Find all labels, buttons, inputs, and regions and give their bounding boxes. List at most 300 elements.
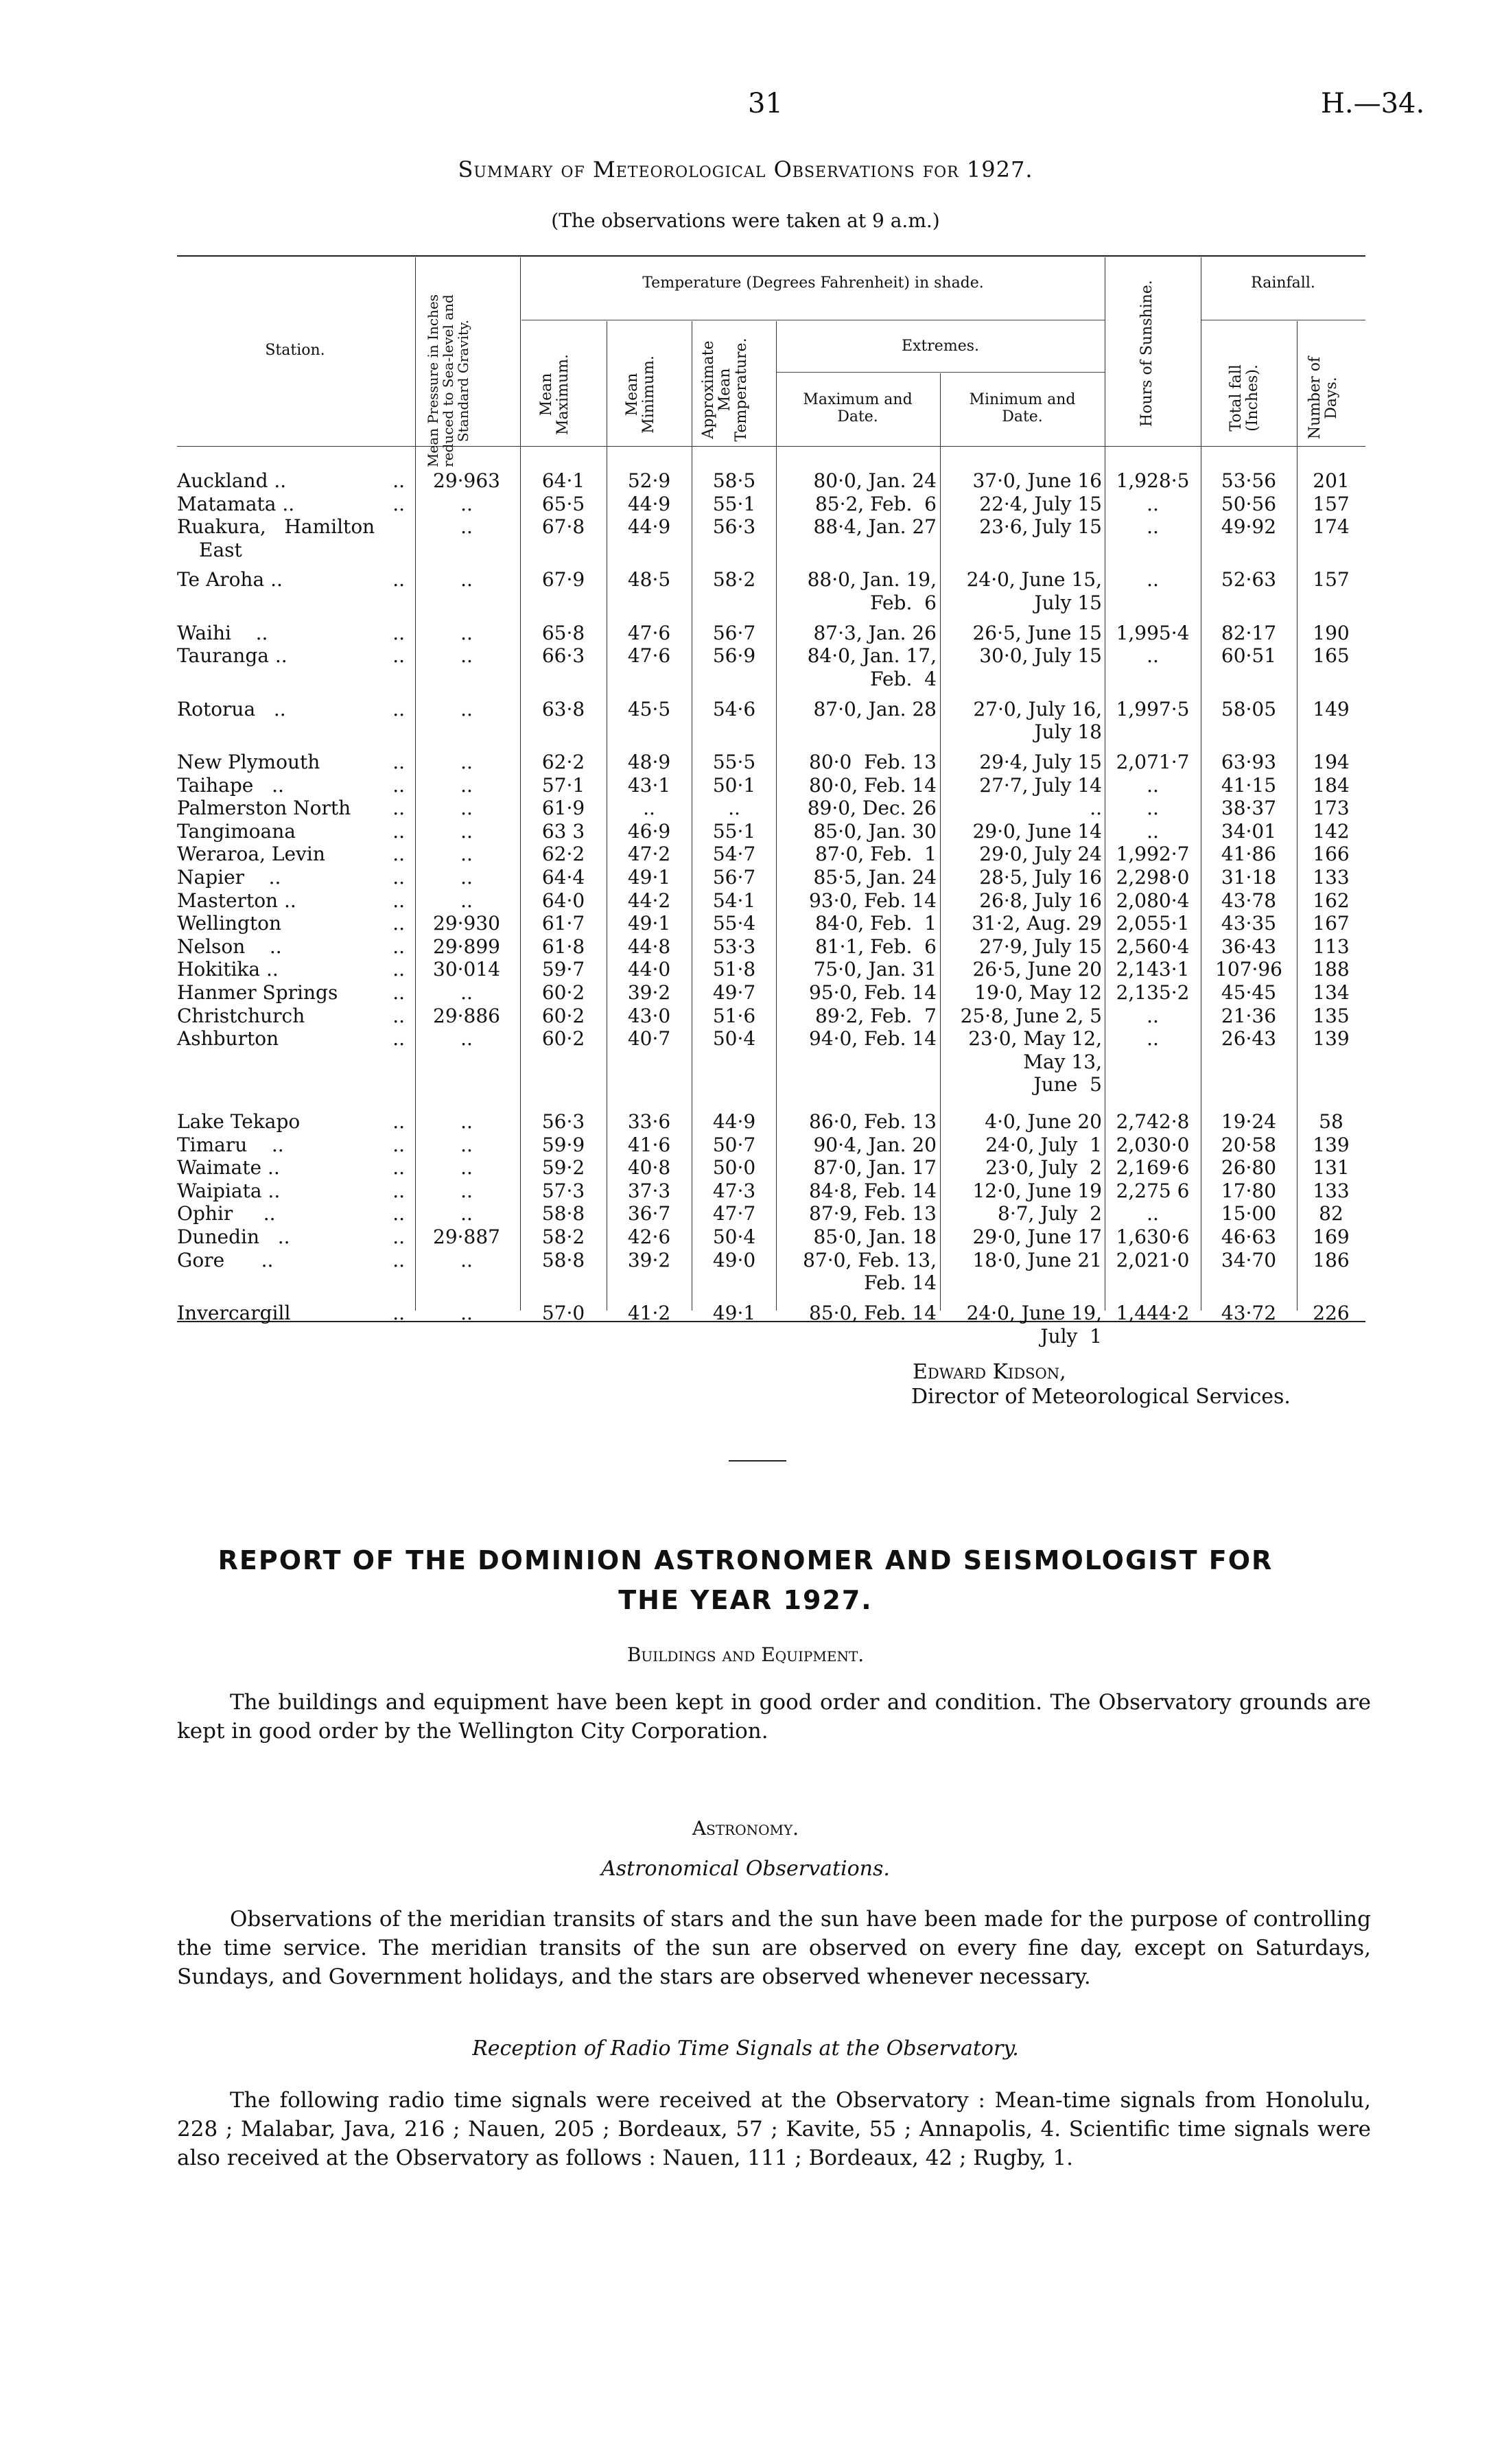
cell-mean-max: 59·9	[541, 1133, 585, 1156]
table-row-continuation	[0, 1051, 1491, 1074]
cell-min2: July 18	[1034, 720, 1102, 744]
cell-rain: 63·93	[1221, 750, 1277, 773]
cell-mean-min: 48·9	[627, 750, 671, 773]
header-num-days	[1307, 350, 1355, 446]
header-station: Station.	[265, 342, 325, 359]
cell-min: 26·8, July 16	[979, 889, 1102, 912]
table-row-continuation	[0, 1073, 1491, 1096]
page-number: 31	[748, 88, 783, 119]
cell-rain: 43·78	[1221, 889, 1277, 912]
header-pressure	[425, 288, 501, 473]
cell-station: Invercargill	[177, 1301, 291, 1324]
cell-days: 131	[1313, 1156, 1350, 1180]
cell-max: 87·0, Jan. 28	[813, 697, 937, 720]
cell-dots: ..	[392, 912, 405, 935]
cell-min: 23·0, May 12,	[968, 1027, 1102, 1051]
cell-pressure: ..	[460, 1156, 473, 1180]
cell-station2: East	[199, 538, 242, 561]
cell-mean-min: 44·9	[627, 515, 671, 539]
table-row	[0, 1027, 1491, 1051]
cell-min: 30·0, July 15	[979, 644, 1102, 668]
cell-dots: ..	[392, 1027, 405, 1051]
cell-mean-max: 61·8	[541, 935, 585, 958]
cell-station: Waipiata ..	[177, 1179, 281, 1202]
cell-max2: Feb. 4	[870, 667, 937, 690]
cell-station: Hokitika ..	[177, 958, 279, 981]
cell-pressure: ..	[460, 644, 473, 668]
cell-mean-max: 60·2	[541, 1027, 585, 1051]
table-row	[0, 843, 1491, 866]
table-row	[0, 698, 1491, 721]
cell-min: 12·0, June 19	[972, 1179, 1102, 1202]
paragraph-astronomical-observations: Observations of the meridian transits of stars and the sun have been made for the purpose of controlling the time service. The meridian transits of the sun are observed on every fine day, except on Saturdays, Sundays, and Government holidays, and the stars are observed whenever necessary.	[177, 1907, 1371, 1989]
table-row	[0, 866, 1491, 889]
cell-approx-mean: 50·1	[712, 773, 756, 797]
cell-sunshine: 1,992·7	[1116, 843, 1190, 866]
cell-sunshine: ..	[1147, 644, 1159, 668]
cell-mean-max: 58·8	[541, 1248, 585, 1271]
cell-max: 81·1, Feb. 6	[814, 935, 937, 958]
table-row-continuation	[0, 720, 1491, 744]
header-rainfall-group: Rainfall.	[1251, 274, 1315, 292]
cell-days: 226	[1313, 1301, 1350, 1324]
cell-pressure: 29·886	[433, 1004, 500, 1027]
cell-days: 167	[1313, 912, 1350, 935]
cell-mean-max: 59·7	[541, 958, 585, 981]
cell-mean-min: 40·8	[627, 1156, 671, 1180]
cell-sunshine: 2,021·0	[1116, 1248, 1190, 1271]
cell-mean-max: 62·2	[541, 750, 585, 773]
cell-pressure: 29·887	[433, 1225, 500, 1249]
cell-station: Dunedin ..	[177, 1225, 290, 1249]
cell-dots: ..	[392, 1202, 405, 1225]
cell-approx-mean: 58·5	[712, 469, 756, 492]
cell-mean-max: 64·0	[541, 889, 585, 912]
cell-max: 93·0, Feb. 14	[809, 889, 937, 912]
cell-sunshine: 2,055·1	[1116, 912, 1190, 935]
cell-mean-min: 37·3	[627, 1179, 671, 1202]
cell-max: 90·4, Jan. 20	[813, 1133, 937, 1156]
cell-max: 86·0, Feb. 13	[809, 1110, 937, 1134]
table-row	[0, 820, 1491, 843]
cell-approx-mean: 58·2	[712, 568, 756, 591]
header-mean-min	[624, 336, 672, 453]
cell-approx-mean: 54·7	[712, 843, 756, 866]
cell-mean-min: 42·6	[627, 1225, 671, 1249]
table-row	[0, 912, 1491, 935]
cell-max: 87·9, Feb. 13	[809, 1202, 937, 1225]
cell-mean-max: 57·1	[541, 773, 585, 797]
report-title-line1: REPORT OF THE DOMINION ASTRONOMER AND SEISMOLOGIST FOR	[218, 1545, 1273, 1575]
cell-rain: 45·45	[1221, 981, 1277, 1004]
cell-dots: ..	[392, 797, 405, 820]
cell-min2: May 13,	[1023, 1050, 1102, 1073]
cell-sunshine: 1,997·5	[1116, 697, 1190, 720]
cell-pressure: ..	[460, 1202, 473, 1225]
cell-mean-min: 44·0	[627, 958, 671, 981]
cell-station: Ruakura, Hamilton	[177, 515, 375, 539]
cell-sunshine: 2,080·4	[1116, 889, 1190, 912]
cell-min: 29·0, July 24	[979, 843, 1102, 866]
cell-pressure: ..	[460, 819, 473, 843]
cell-days: 134	[1313, 981, 1350, 1004]
cell-approx-mean: 49·1	[712, 1301, 756, 1324]
cell-mean-min: 41·6	[627, 1133, 671, 1156]
header-approx-mean	[701, 325, 755, 455]
subheading-astronomical-observations: Astronomical Observations.	[601, 1857, 890, 1881]
cell-rain: 15·00	[1221, 1202, 1277, 1225]
cell-max: 84·0, Jan. 17,	[807, 644, 937, 668]
cell-sunshine: 2,169·6	[1116, 1156, 1190, 1180]
cell-mean-max: 63·8	[541, 697, 585, 720]
cell-sunshine: 2,298·0	[1116, 865, 1190, 889]
cell-dots: ..	[392, 1110, 405, 1134]
cell-mean-max: 59·2	[541, 1156, 585, 1180]
cell-pressure: ..	[460, 515, 473, 539]
cell-station: New Plymouth	[177, 750, 320, 773]
cell-days: 157	[1313, 492, 1350, 515]
cell-mean-max: 57·3	[541, 1179, 585, 1202]
cell-max: 87·0, Feb. 13,	[803, 1248, 937, 1271]
cell-min: 26·5, June 20	[972, 958, 1102, 981]
cell-station: Waihi ..	[177, 621, 268, 644]
signature-title: Director of Meteorological Services.	[911, 1385, 1291, 1409]
cell-pressure: ..	[460, 1301, 473, 1324]
cell-max: 85·0, Jan. 30	[813, 819, 937, 843]
cell-days: 139	[1313, 1133, 1350, 1156]
cell-sunshine: 2,143·1	[1116, 958, 1190, 981]
cell-max2: Feb. 6	[870, 591, 937, 615]
cell-mean-max: 64·1	[541, 469, 585, 492]
cell-pressure: ..	[460, 1133, 473, 1156]
cell-rain: 17·80	[1221, 1179, 1277, 1202]
cell-mean-max: 63 3	[541, 819, 585, 843]
cell-dots: ..	[392, 492, 405, 515]
cell-approx-mean: 47·7	[712, 1202, 756, 1225]
table-row	[0, 1202, 1491, 1225]
table-row	[0, 469, 1491, 493]
cell-rain: 58·05	[1221, 697, 1277, 720]
cell-sunshine: ..	[1147, 1202, 1159, 1225]
cell-pressure: ..	[460, 1248, 473, 1271]
cell-mean-min: 47·2	[627, 843, 671, 866]
cell-min: 24·0, June 15,	[966, 568, 1102, 591]
cell-pressure: 29·899	[433, 935, 500, 958]
header-temperature-group: Temperature (Degrees Fahrenheit) in shade.	[642, 274, 984, 292]
cell-rain: 36·43	[1221, 935, 1277, 958]
cell-rain: 34·70	[1221, 1248, 1277, 1271]
cell-approx-mean: 51·6	[712, 1004, 756, 1027]
cell-mean-min: 33·6	[627, 1110, 671, 1134]
cell-max: 80·0, Jan. 24	[813, 469, 937, 492]
cell-pressure: ..	[460, 773, 473, 797]
cell-min2: July 15	[1034, 591, 1102, 615]
header-pressure-label: Mean Pressure in Inches reduced to Sea-level and Standard Gravity.	[425, 294, 471, 468]
cell-station: Taihape ..	[177, 773, 284, 797]
cell-max: 95·0, Feb. 14	[809, 981, 937, 1004]
cell-sunshine: ..	[1147, 492, 1159, 515]
cell-days: 184	[1313, 773, 1350, 797]
header-mean-max	[539, 336, 587, 453]
cell-station: Nelson ..	[177, 935, 282, 958]
cell-max: 87·0, Jan. 17	[813, 1156, 937, 1180]
cell-dots: ..	[392, 644, 405, 668]
table-row	[0, 751, 1491, 774]
cell-approx-mean: ..	[728, 797, 740, 820]
cell-mean-max: 67·9	[541, 568, 585, 591]
header-total-fall	[1228, 350, 1276, 446]
cell-rain: 43·72	[1221, 1301, 1277, 1324]
table-row	[0, 622, 1491, 645]
cell-min: ..	[1090, 797, 1102, 820]
cell-rain: 19·24	[1221, 1110, 1277, 1134]
cell-rain: 26·43	[1221, 1027, 1277, 1051]
cell-sunshine: 2,030·0	[1116, 1133, 1190, 1156]
cell-rain: 107·96	[1215, 958, 1282, 981]
table-top-rule	[177, 255, 1365, 257]
cell-mean-max: 60·2	[541, 981, 585, 1004]
cell-sunshine: 1,444·2	[1116, 1301, 1190, 1324]
cell-pressure: ..	[460, 1027, 473, 1051]
cell-station: Tauranga ..	[177, 644, 287, 668]
cell-rain: 46·63	[1221, 1225, 1277, 1249]
cell-days: 142	[1313, 819, 1350, 843]
cell-rain: 21·36	[1221, 1004, 1277, 1027]
header-sunshine-label: Hours of Sunshine.	[1138, 280, 1155, 427]
cell-days: 135	[1313, 1004, 1350, 1027]
table-row	[0, 981, 1491, 1005]
cell-max: 80·0 Feb. 13	[809, 750, 937, 773]
cell-station: Weraroa, Levin	[177, 843, 325, 866]
cell-min: 26·5, June 15	[972, 621, 1102, 644]
cell-min: 27·9, July 15	[979, 935, 1102, 958]
cell-mean-min: 47·6	[627, 644, 671, 668]
header-min-date: Minimum and Date.	[969, 391, 1076, 426]
cell-max: 85·5, Jan. 24	[813, 865, 937, 889]
cell-pressure: ..	[460, 889, 473, 912]
cell-mean-max: 64·4	[541, 865, 585, 889]
cell-approx-mean: 49·7	[712, 981, 756, 1004]
table-row	[0, 1302, 1491, 1325]
cell-min: 29·0, June 17	[972, 1225, 1102, 1249]
cell-mean-min: 43·0	[627, 1004, 671, 1027]
cell-approx-mean: 56·9	[712, 644, 756, 668]
cell-rain: 26·80	[1221, 1156, 1277, 1180]
table-header-rule	[177, 446, 1365, 447]
table-row-continuation	[0, 1271, 1491, 1295]
table-row	[0, 797, 1491, 820]
table-row	[0, 774, 1491, 797]
cell-days: 173	[1313, 797, 1350, 820]
cell-mean-min: 43·1	[627, 773, 671, 797]
cell-sunshine: 1,995·4	[1116, 621, 1190, 644]
cell-sunshine: ..	[1147, 819, 1159, 843]
cell-approx-mean: 50·7	[712, 1133, 756, 1156]
signature-name: Edward Kidson,	[913, 1360, 1066, 1384]
cell-mean-max: 61·7	[541, 912, 585, 935]
cell-days: 188	[1313, 958, 1350, 981]
cell-sunshine: 1,630·6	[1116, 1225, 1190, 1249]
cell-rain: 49·92	[1221, 515, 1277, 539]
cell-sunshine: 2,742·8	[1116, 1110, 1190, 1134]
table-row	[0, 889, 1491, 913]
cell-max: 84·0, Feb. 1	[814, 912, 937, 935]
cell-days: 194	[1313, 750, 1350, 773]
cell-approx-mean: 55·1	[712, 819, 756, 843]
cell-max: 85·2, Feb. 6	[814, 492, 937, 515]
cell-mean-min: 46·9	[627, 819, 671, 843]
cell-pressure: ..	[460, 981, 473, 1004]
header-num-days-label: Number of Days.	[1306, 356, 1341, 440]
cell-max: 88·0, Jan. 19,	[807, 568, 937, 591]
cell-mean-max: 58·2	[541, 1225, 585, 1249]
cell-sunshine: 2,135·2	[1116, 981, 1190, 1004]
cell-days: 190	[1313, 621, 1350, 644]
cell-pressure: ..	[460, 750, 473, 773]
cell-rain: 41·15	[1221, 773, 1277, 797]
paragraph-radio-time-signals: The following radio time signals were received at the Observatory : Mean-time signals from Honolulu, 228 ; Malabar, Java, 216 ; Nauen, 205 ; Bordeaux, 57 ; Kavite, 55 ; Annapolis, 4. Scientific time signals were also received at the Observatory as follows : Nauen, 111 ; Bordeaux, 42 ; Rugby, 1.	[177, 2088, 1371, 2170]
cell-dots: ..	[392, 1225, 405, 1249]
cell-pressure: ..	[460, 797, 473, 820]
cell-mean-min: 39·2	[627, 981, 671, 1004]
cell-sunshine: ..	[1147, 797, 1159, 820]
cell-station: Matamata ..	[177, 492, 295, 515]
cell-station: Waimate ..	[177, 1156, 280, 1180]
subheading-radio-time-signals: Reception of Radio Time Signals at the Observatory.	[472, 2037, 1019, 2061]
cell-min: 8·7, July 2	[998, 1202, 1102, 1225]
cell-station: Auckland ..	[177, 469, 287, 492]
cell-pressure: ..	[460, 621, 473, 644]
cell-min: 22·4, July 15	[979, 492, 1102, 515]
cell-approx-mean: 44·9	[712, 1110, 756, 1134]
cell-sunshine: ..	[1147, 1004, 1159, 1027]
table-title: Summary of Meteorological Observations for 1927.	[458, 156, 1033, 183]
cell-approx-mean: 50·0	[712, 1156, 756, 1180]
cell-rain: 82·17	[1221, 621, 1277, 644]
table-row	[0, 493, 1491, 516]
cell-days: 133	[1313, 865, 1350, 889]
cell-min: 37·0, June 16	[972, 469, 1102, 492]
cell-mean-max: 67·8	[541, 515, 585, 539]
cell-days: 157	[1313, 568, 1350, 591]
cell-approx-mean: 50·4	[712, 1225, 756, 1249]
header-max-date: Maximum and Date.	[803, 391, 913, 426]
cell-max: 87·3, Jan. 26	[813, 621, 937, 644]
cell-station: Rotorua ..	[177, 697, 286, 720]
heading-buildings: Buildings and Equipment.	[626, 1643, 865, 1666]
cell-days: 186	[1313, 1248, 1350, 1271]
cell-dots: ..	[392, 750, 405, 773]
document-reference: H.—34.	[1321, 88, 1425, 119]
cell-days: 139	[1313, 1027, 1350, 1051]
table-row-continuation	[0, 539, 1491, 562]
section-divider	[729, 1460, 786, 1462]
table-subtitle: (The observations were taken at 9 a.m.)	[551, 209, 940, 232]
cell-dots: ..	[392, 621, 405, 644]
cell-dots: ..	[392, 1301, 405, 1324]
table-row	[0, 1249, 1491, 1272]
cell-mean-min: 52·9	[627, 469, 671, 492]
cell-min: 27·0, July 16,	[973, 697, 1102, 720]
cell-min: 31·2, Aug. 29	[972, 912, 1102, 935]
heading-astronomy: Astronomy.	[692, 1817, 799, 1840]
cell-days: 149	[1313, 697, 1350, 720]
cell-mean-min: 44·9	[627, 492, 671, 515]
header-sunshine	[1139, 271, 1166, 436]
cell-pressure: ..	[460, 697, 473, 720]
cell-max: 89·2, Feb. 7	[814, 1004, 937, 1027]
table-row-continuation	[0, 668, 1491, 691]
cell-days: 201	[1313, 469, 1350, 492]
table-row	[0, 515, 1491, 539]
cell-sunshine: 1,928·5	[1116, 469, 1190, 492]
cell-min: 27·7, July 14	[979, 773, 1102, 797]
cell-mean-min: 39·2	[627, 1248, 671, 1271]
cell-pressure: ..	[460, 865, 473, 889]
header-total-fall-label: Total fall (Inches).	[1228, 364, 1262, 432]
cell-dots: ..	[392, 935, 405, 958]
cell-station: Palmerston North	[177, 797, 351, 820]
cell-mean-max: 57·0	[541, 1301, 585, 1324]
cell-rain: 52·63	[1221, 568, 1277, 591]
cell-station: Wellington	[177, 912, 282, 935]
cell-station: Ophir ..	[177, 1202, 276, 1225]
cell-dots: ..	[392, 819, 405, 843]
table-row	[0, 1005, 1491, 1028]
cell-dots: ..	[392, 865, 405, 889]
cell-min: 18·0, June 21	[972, 1248, 1102, 1271]
cell-rain: 34·01	[1221, 819, 1277, 843]
cell-pressure: ..	[460, 843, 473, 866]
cell-dots: ..	[392, 1004, 405, 1027]
cell-mean-min: 49·1	[627, 912, 671, 935]
cell-dots: ..	[392, 568, 405, 591]
cell-mean-max: 61·9	[541, 797, 585, 820]
cell-station: Napier ..	[177, 865, 281, 889]
cell-min: 28·5, July 16	[979, 865, 1102, 889]
cell-min: 29·0, June 14	[972, 819, 1102, 843]
cell-mean-max: 66·3	[541, 644, 585, 668]
cell-days: 169	[1313, 1225, 1350, 1249]
cell-station: Timaru ..	[177, 1133, 284, 1156]
cell-sunshine: 2,275 6	[1116, 1179, 1190, 1202]
cell-station: Tangimoana	[177, 819, 296, 843]
cell-approx-mean: 53·3	[712, 935, 756, 958]
table-row	[0, 1156, 1491, 1180]
cell-mean-min: 48·5	[627, 568, 671, 591]
cell-approx-mean: 51·8	[712, 958, 756, 981]
cell-sunshine: ..	[1147, 1027, 1159, 1051]
cell-sunshine: 2,560·4	[1116, 935, 1190, 958]
cell-approx-mean: 55·5	[712, 750, 756, 773]
cell-mean-min: 47·6	[627, 621, 671, 644]
cell-max: 89·0, Dec. 26	[807, 797, 937, 820]
cell-approx-mean: 50·4	[712, 1027, 756, 1051]
cell-pressure: ..	[460, 568, 473, 591]
paragraph-buildings: The buildings and equipment have been kept in good order and condition. The Observatory grounds are kept in good order by the Wellington City Corporation.	[177, 1690, 1371, 1744]
cell-days: 82	[1319, 1202, 1343, 1225]
extremes-rule	[776, 372, 1105, 373]
cell-approx-mean: 56·7	[712, 865, 756, 889]
cell-mean-min: 45·5	[627, 697, 671, 720]
cell-station: Lake Tekapo	[177, 1110, 301, 1134]
cell-dots: ..	[392, 469, 405, 492]
cell-max: 84·8, Feb. 14	[809, 1179, 937, 1202]
cell-max: 87·0, Feb. 1	[814, 843, 937, 866]
cell-approx-mean: 54·6	[712, 697, 756, 720]
cell-mean-max: 65·8	[541, 621, 585, 644]
cell-mean-max: 60·2	[541, 1004, 585, 1027]
